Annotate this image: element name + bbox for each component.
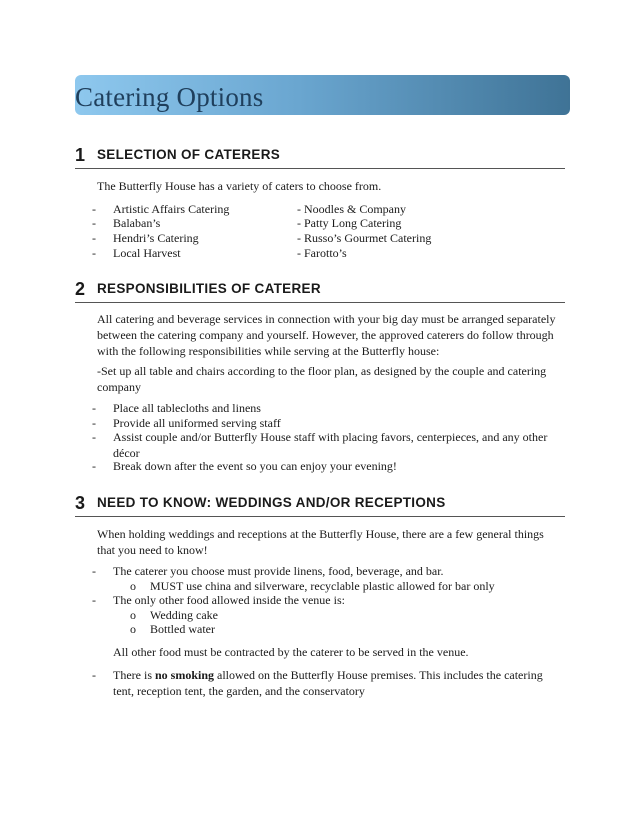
caterer-item: Artistic Affairs Catering [113, 202, 230, 216]
caterer-item: - Farotto’s [297, 246, 347, 260]
list-item: The caterer you choose must provide linens, food, beverage, and bar. [113, 564, 444, 578]
caterer-item: - Noodles & Company [297, 202, 406, 216]
list-item: Place all tablecloths and linens [113, 401, 261, 415]
section-2-setup-paragraph: -Set up all table and chairs according to the floor plan, as designed by the couple and catering company [97, 364, 547, 394]
section-3-heading [75, 494, 565, 517]
page-title: Catering Options [75, 82, 264, 112]
section-2-title: RESPONSIBILITIES OF CATERER [97, 281, 321, 296]
caterer-item: Local Harvest [113, 246, 181, 260]
no-smoking-item: There is no smoking allowed on the Butterfly House premises. This includes the catering tent, reception tent, the garden, and the conservatory [113, 668, 543, 698]
list-item: Break down after the event so you can enjoy your evening! [113, 459, 397, 473]
sub-bullet-icon: o [130, 579, 136, 593]
list-item: Provide all uniformed serving staff [113, 416, 281, 430]
list-item: Assist couple and/or Butterfly House staff with placing favors, centerpieces, and any other décor [113, 430, 548, 460]
section-1-intro: The Butterfly House has a variety of caters to choose from. [97, 179, 382, 193]
caterer-item: - Russo’s Gourmet Catering [297, 231, 432, 245]
section-1-title: SELECTION OF CATERERS [97, 147, 281, 162]
section-1-number: 1 [75, 145, 86, 165]
sub-list-item: Wedding cake [150, 608, 219, 622]
section-2-number: 2 [75, 279, 86, 299]
list-item: The only other food allowed inside the venue is: [113, 593, 345, 607]
caterer-item: - Patty Long Catering [297, 216, 402, 230]
food-contract-note: All other food must be contracted by the caterer to be served in the venue. [113, 645, 469, 659]
sub-bullet-icon: o [130, 622, 136, 636]
caterer-item: Hendri’s Catering [113, 231, 199, 245]
section-2-paragraph: All catering and beverage services in connection with your big day must be arranged separately between the catering company and yourself. However, the approved caterers do follow through with the following responsibilities while serving at the Butterfly house: [97, 312, 556, 358]
section-3-title: NEED TO KNOW: WEDDINGS AND/OR RECEPTIONS [97, 495, 446, 510]
section-2-heading [75, 280, 565, 303]
section-3-number: 3 [75, 493, 86, 513]
sub-list-item: MUST use china and silverware, recyclable plastic allowed for bar only [150, 579, 495, 593]
sub-bullet-icon: o [130, 608, 136, 622]
caterer-item: Balaban’s [113, 216, 161, 230]
section-3-intro: When holding weddings and receptions at the Butterfly House, there are a few general things that you need to know! [97, 527, 544, 557]
sub-list-item: Bottled water [150, 622, 215, 636]
no-smoking-emphasis: no smoking [154, 668, 215, 682]
section-1-heading [75, 146, 565, 169]
